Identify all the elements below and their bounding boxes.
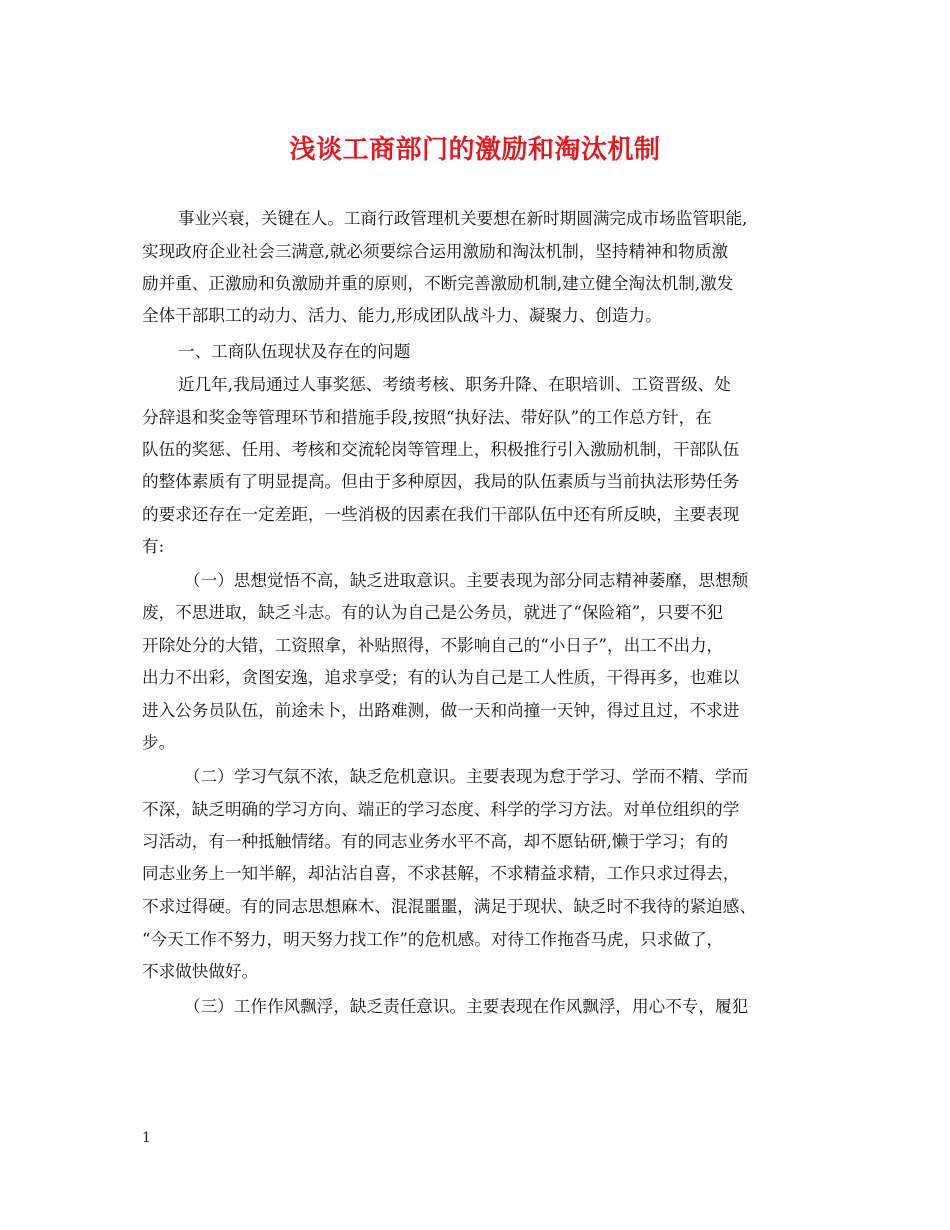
text-line: 习活动，有一种抵触情绪。有的同志业务水平不高，却不愿钻研,懒于学习；有的 [142, 832, 729, 851]
text-line: 进入公务员队伍，前途未卜，出路难测，做一天和尚撞一天钟，得过且过，不求进 [142, 701, 740, 720]
text-line: 事业兴衰，关键在人。工商行政管理机关要想在新时期圆满完成市场监管职能, [178, 209, 748, 228]
page-number: 1 [142, 1130, 151, 1146]
text-line: 励并重、正激励和负激励并重的原则，不断完善激励机制,建立健全淘汰机制,激发 [142, 274, 734, 293]
text-line: 的整体素质有了明显提高。但由于多种原因，我局的队伍素质与当前执法形势任务 [142, 472, 740, 491]
text-line: 近几年,我局通过人事奖惩、考绩考核、职务升降、在职培训、工资晋级、处 [178, 375, 731, 394]
text-line: 的要求还存在一定差距，一些消极的因素在我们干部队伍中还有所反映，主要表现 [142, 505, 740, 524]
text-line: 全体干部职工的动力、活力、能力,形成团队战斗力、凝聚力、创造力。 [142, 306, 662, 325]
text-line: 出力不出彩，贪图安逸，追求享受；有的认为自己是工人性质，干得再多，也难以 [142, 668, 740, 687]
text-line: 队伍的奖惩、任用、考核和交流轮岗等管理上，积极推行引入激励机制，干部队伍 [142, 440, 740, 459]
text-line: 同志业务上一知半解，却沾沾自喜，不求甚解，不求精益求精，工作只求过得去， [142, 864, 740, 883]
text-line: “今天工作不努力，明天努力找工作”的危机感。对待工作拖沓马虎，只求做了， [142, 930, 724, 949]
text-line: 步。 [142, 733, 176, 752]
text-line: 不求过得硬。有的同志思想麻木、混混噩噩，满足于现状、缺乏时不我待的紧迫感、 [142, 897, 756, 916]
text-line: （二）学习气氛不浓，缺乏危机意识。主要表现为怠于学习、学而不精、学而 [184, 767, 749, 786]
text-line: 不求做快做好。 [142, 962, 259, 981]
text-line: 有: [142, 537, 165, 556]
text-line: 一、工商队伍现状及存在的问题 [178, 342, 411, 361]
text-line: 开除处分的大错，工资照拿，补贴照得，不影响自己的“小日子”，出工不出力， [142, 636, 724, 655]
text-line: （三）工作作风飘浮，缺乏责任意识。主要表现在作风飘浮，用心不专，履犯 [184, 997, 749, 1016]
text-line: 不深，缺乏明确的学习方向、端正的学习态度、科学的学习方法。对单位组织的学 [142, 800, 740, 819]
text-line: 实现政府企业社会三满意,就必须要综合运用激励和淘汰机制，坚持精神和物质激 [142, 242, 729, 261]
document-title: 浅谈工商部门的激励和淘汰机制 [289, 135, 661, 165]
text-line: 分辞退和奖金等管理环节和措施手段,按照“执好法、带好队”的工作总方针，在 [142, 408, 712, 427]
text-line: 废，不思进取，缺乏斗志。有的认为自己是公务员，就进了“保险箱”，只要不犯 [142, 603, 724, 622]
text-line: （一）思想觉悟不高，缺乏进取意识。主要表现为部分同志精神萎靡，思想颓 [184, 571, 749, 590]
